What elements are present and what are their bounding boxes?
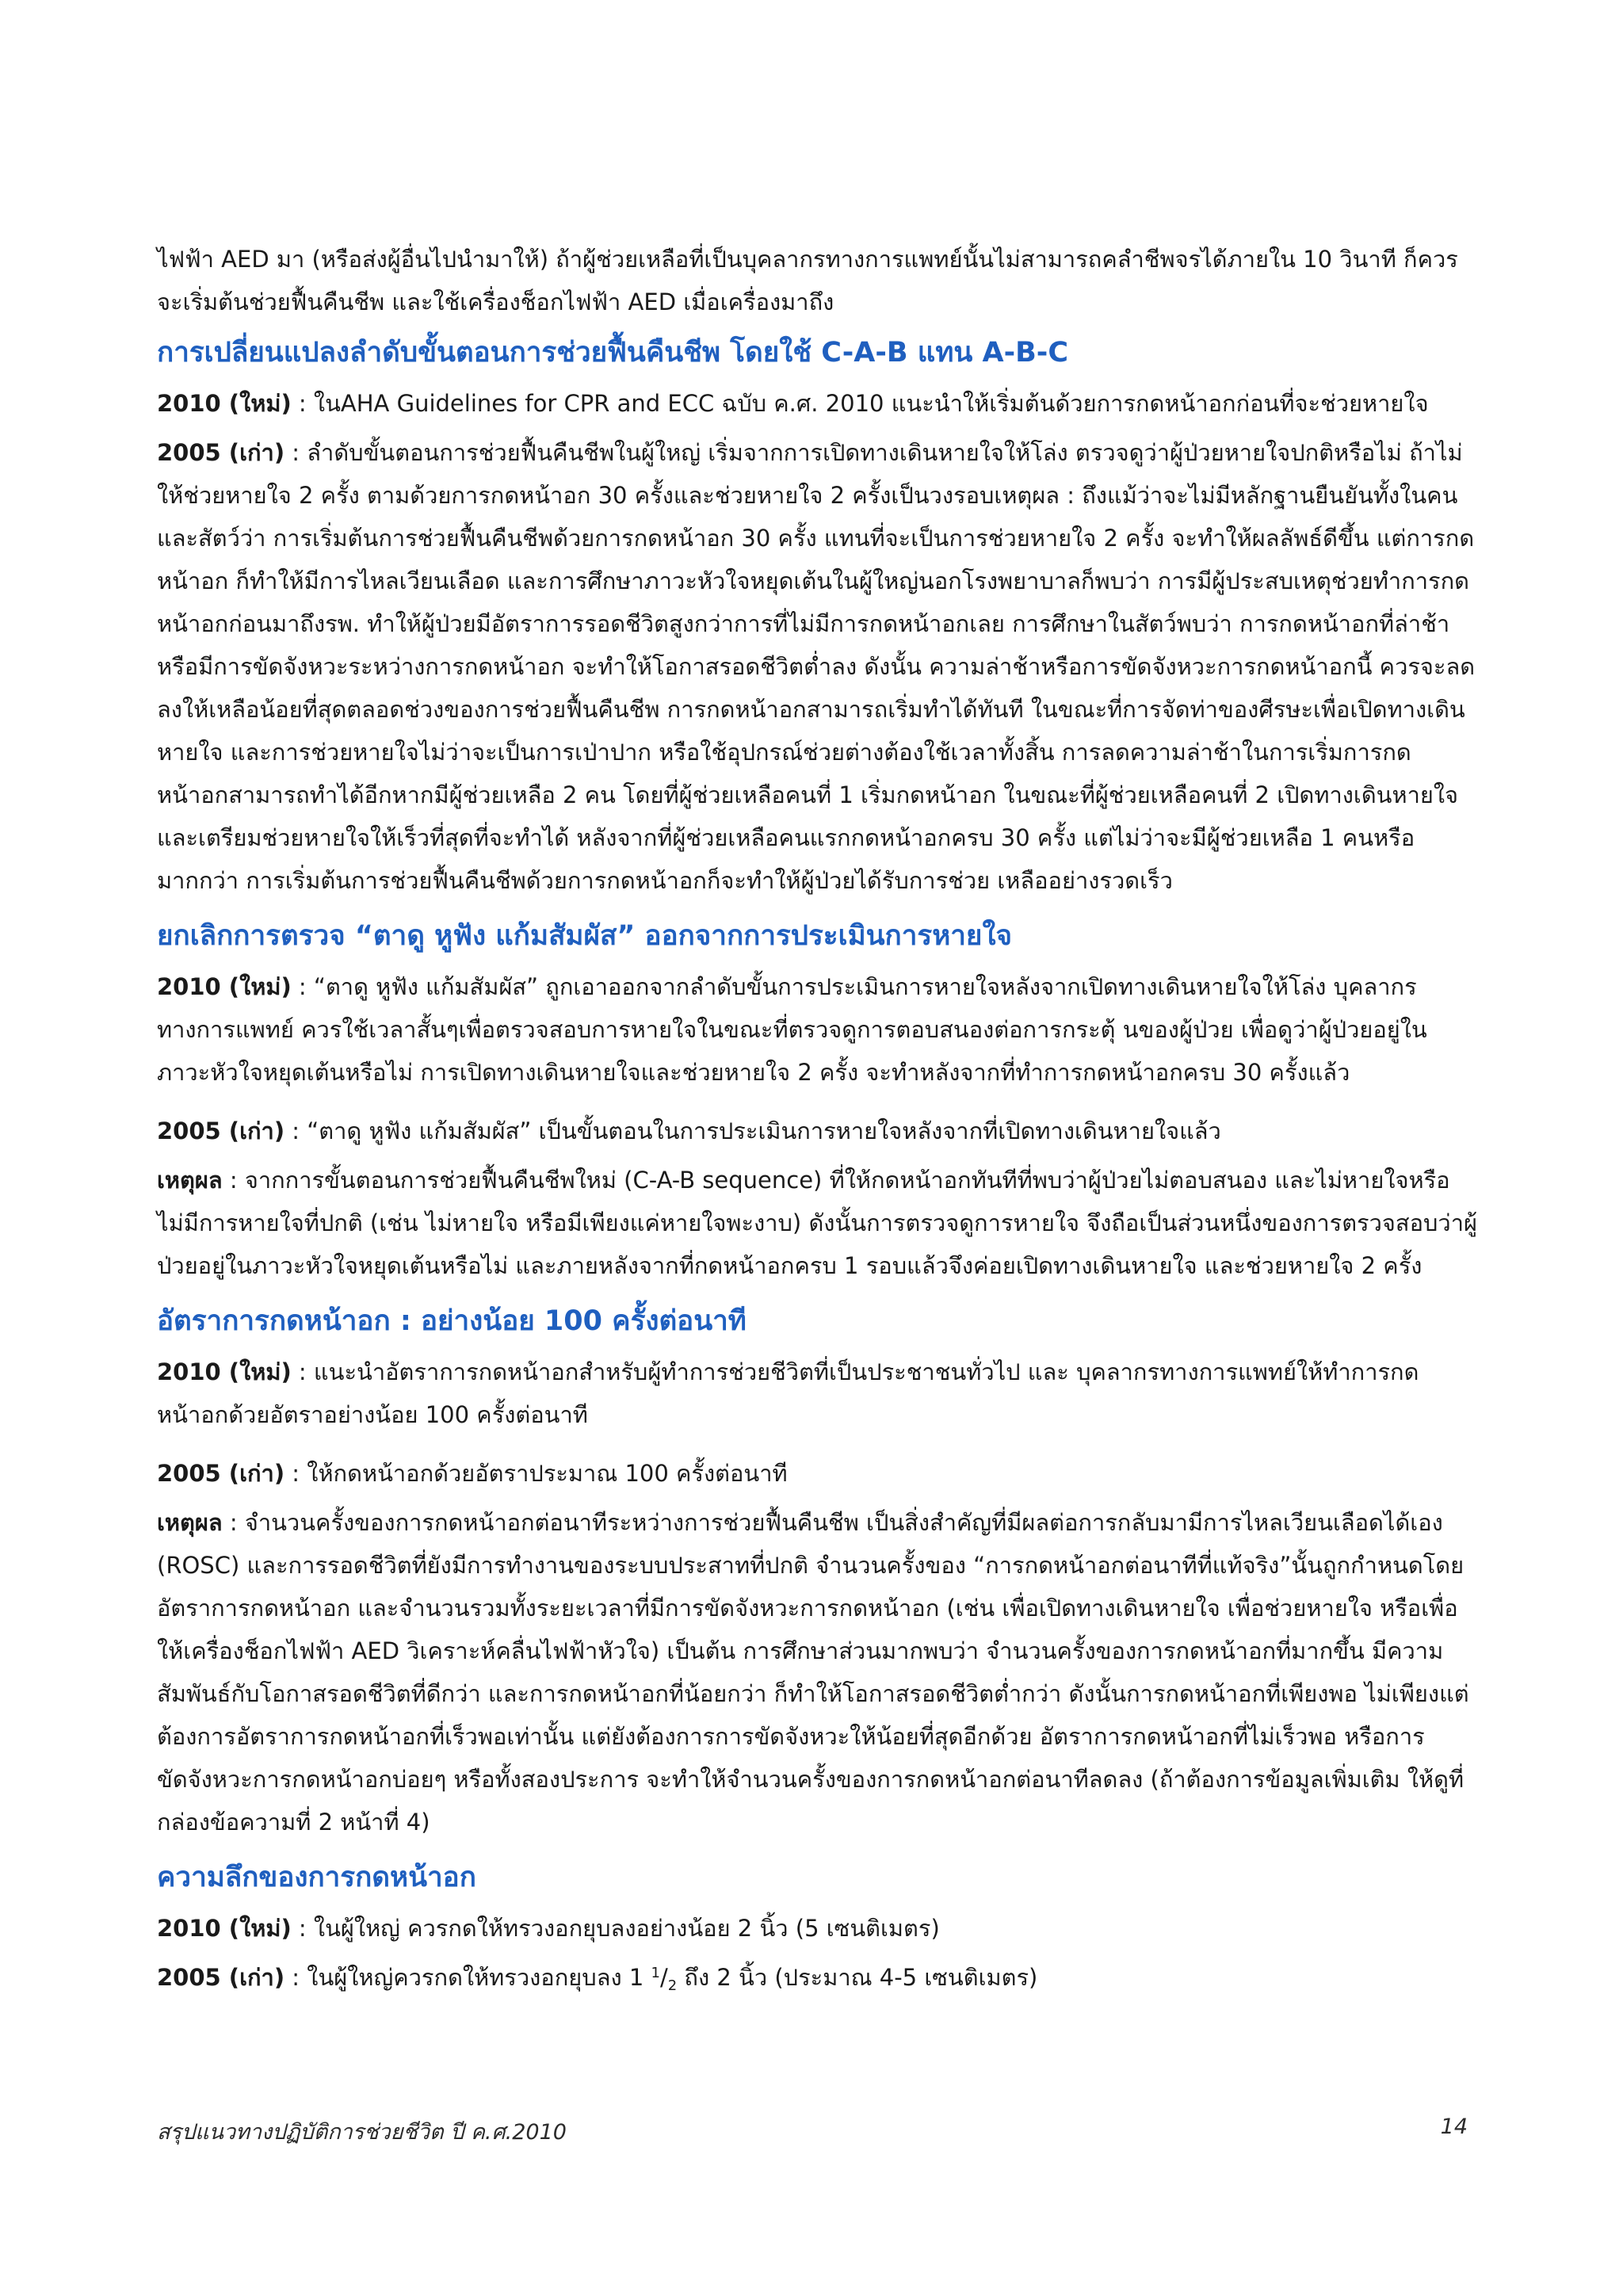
label-2005: 2005 (เก่า) bbox=[157, 1117, 285, 1144]
section-heading-compression-rate: อัตราการกดหน้าอก : อย่างน้อย 100 ครั้งต่อนาที bbox=[157, 1305, 747, 1337]
text-2010: : “ตาดู หูฟัง แก้มสัมผัส” ถูกเอาออกจากลำดับขั้นการประเมินการหายใจหลังจากเปิดทางเดินหายใจให้โล่ง บุคลากรทางการแพทย์ ควรใช้เวลาสั้นๆเพื่อตรวจสอบการหายใจในขณะที่ตรวจดูการตอบสนองต่อการกระตุ้ นของผู้ป่วย เพื่อดูว่าผู้ป่วยอยู่ในภาวะหัวใจหยุดเต้นหรือไม่ การเปิดทางเดินหายใจและช่วยหายใจ 2 ครั้ง จะทำหลังจากที่ทำการกดหน้าอกครบ 30 ครั้งแล้ว bbox=[157, 973, 1427, 1086]
label-2010: 2010 (ใหม่) bbox=[157, 390, 292, 417]
paragraph-2005-look-listen-feel bbox=[157, 1110, 1480, 1152]
text-2010: : ในAHA Guidelines for CPR and ECC ฉบับ ค.ศ. 2010 แนะนำให้เริ่มต้นด้วยการกดหน้าอกก่อนที่จะช่วยหายใจ bbox=[291, 390, 1429, 417]
label-rationale: เหตุผล bbox=[157, 1167, 223, 1194]
label-rationale: เหตุผล bbox=[157, 1509, 223, 1536]
label-2010: 2010 (ใหม่) bbox=[157, 1915, 292, 1942]
fraction-denominator: 2 bbox=[667, 1977, 678, 1994]
text-2010: : ในผู้ใหญ่ ควรกดให้ทรวงอกยุบลงอย่างน้อย 2 นิ้ว (5 เซนติเมตร) bbox=[291, 1915, 940, 1942]
label-2010: 2010 (ใหม่) bbox=[157, 973, 292, 1000]
paragraph-2010-compression-depth bbox=[157, 1907, 1480, 1950]
paragraph-rationale-look-listen-feel bbox=[157, 1159, 1480, 1287]
paragraph-2010-look-listen-feel bbox=[157, 965, 1480, 1094]
section-heading-cab: การเปลี่ยนแปลงลำดับขั้นตอนการช่วยฟื้นคืนชีพ โดยใช้ C-A-B แทน A-B-C bbox=[157, 337, 1069, 369]
paragraph-2010-cab bbox=[157, 382, 1480, 425]
fraction-slash: / bbox=[659, 1964, 668, 1991]
intro-paragraph: ไฟฟ้า AED มา (หรือส่งผู้อื่นไปนำมาให้) ถ้าผู้ช่วยเหลือที่เป็นบุคลากรทางการแพทย์นั้นไม่สามารถคลำชีพจรได้ภายใน 10 วินาที ก็ควรจะเริ่มต้นช่วยฟื้นคืนชีพ และใช้เครื่องช็อกไฟฟ้า AED เมื่อเครื่องมาถึง bbox=[157, 246, 1458, 315]
page-number: 14 bbox=[1440, 2115, 1468, 2139]
paragraph-2005-cab bbox=[157, 431, 1480, 902]
section-heading-compression-depth: ความลึกของการกดหน้าอก bbox=[157, 1862, 476, 1893]
label-2005: 2005 (เก่า) bbox=[157, 1460, 285, 1487]
paragraph-2005-compression-rate bbox=[157, 1452, 1480, 1495]
text-2005: : ให้กดหน้าอกด้วยอัตราประมาณ 100 ครั้งต่อนาที bbox=[285, 1460, 788, 1487]
fraction-numerator: 1 bbox=[651, 1965, 660, 1981]
text-2005: : “ตาดู หูฟัง แก้มสัมผัส” เป็นขั้นตอนในการประเมินการหายใจหลังจากที่เปิดทางเดินหายใจแล้ว bbox=[285, 1117, 1221, 1144]
text-2005: : ลำดับขั้นตอนการช่วยฟื้นคืนชีพในผู้ใหญ่ เริ่มจากการเปิดทางเดินหายใจให้โล่ง ตรวจดูว่าผู้ป่วยหายใจปกติหรือไม่ ถ้าไม่ ให้ช่วยหายใจ 2 ครั้ง ตามด้วยการกดหน้าอก 30 ครั้งและช่วยหายใจ 2 ครั้งเป็นวงรอบเหตุผล : ถึงแม้ว่าจะไม่มีหลักฐานยืนยันทั้งในคนและสัตว์ว่า การเริ่มต้นการช่วยฟื้นคืนชีพด้วยการกดหน้าอก 30 ครั้ง แทนที่จะเป็นการช่วยหายใจ 2 ครั้ง จะทำให้ผลลัพธ์ดีขึ้น แต่การกดหน้าอก ก็ทำให้มีการไหลเวียนเลือด และการศึกษาภาวะหัวใจหยุดเต้นในผู้ใหญ่นอกโรงพยาบาลก็พบว่า การมีผู้ประสบเหตุช่วยทำการกดหน้าอกก่อนมาถึงรพ. ทำให้ผู้ป่วยมีอัตราการรอดชีวิตสูงกว่าการที่ไม่มีการกดหน้าอกเลย การศึกษาในสัตว์พบว่า การกดหน้าอกที่ล่าช้า หรือมีการขัดจังหวะระหว่างการกดหน้าอก จะทำให้โอกาสรอดชีวิตต่ำลง ดังนั้น ความล่าช้าหรือการขัดจังหวะการกดหน้าอกนี้ ควรจะลดลงให้เหลือน้อยที่สุดตลอดช่วงของการช่วยฟื้นคืนชีพ การกดหน้าอกสามารถเริ่มทำได้ทันที ในขณะที่การจัดท่าของศีรษะเพื่อเปิดทางเดินหายใจ และการช่วยหายใจไม่ว่าจะเป็นการเป่าปาก หรือใช้อุปกรณ์ช่วยต่างต้องใช้เวลาทั้งสิ้น การลดความล่าช้าในการเริ่มการกดหน้าอกสามารถทำได้อีกหากมีผู้ช่วยเหลือ 2 คน โดยที่ผู้ช่วยเหลือคนที่ 1 เริ่มกดหน้าอก ในขณะที่ผู้ช่วยเหลือคนที่ 2 เปิดทางเดินหายใจ และเตรียมช่วยหายใจให้เร็วที่สุดที่จะทำได้ หลังจากที่ผู้ช่วยเหลือคนแรกกดหน้าอกครบ 30 ครั้ง แต่ไม่ว่าจะมีผู้ช่วยเหลือ 1 คนหรือมากกว่า การเริ่มต้นการช่วยฟื้นคืนชีพด้วยการกดหน้าอกก็จะทำให้ผู้ป่วยได้รับการช่วย เหลืออย่างรวดเร็ว bbox=[157, 439, 1476, 894]
text-2005-a: : ในผู้ใหญ่ควรกดให้ทรวงอกยุบลง 1 bbox=[285, 1964, 651, 1991]
text-rationale: : จำนวนครั้งของการกดหน้าอกต่อนาทีระหว่างการช่วยฟื้นคืนชีพ เป็นสิ่งสำคัญที่มีผลต่อการกลับมามีการไหลเวียนเลือดได้เอง (ROSC) และการรอดชีวิตที่ยังมีการทำงานของระบบประสาทที่ปกติ จำนวนครั้งของ “การกดหน้าอกต่อนาทีที่แท้จริง”นั้นถูกกำหนดโดย อัตราการกดหน้าอก และจำนวนรวมทั้งระยะเวลาที่มีการขัดจังหวะการกดหน้าอก (เช่น เพื่อเปิดทางเดินหายใจ เพื่อช่วยหายใจ หรือเพื่อให้เครื่องช็อกไฟฟ้า AED วิเคราะห์คลื่นไฟฟ้าหัวใจ) เป็นต้น การศึกษาส่วนมากพบว่า จำนวนครั้งของการกดหน้าอกที่มากขึ้น มีความสัมพันธ์กับโอกาสรอดชีวิตที่ดีกว่า และการกดหน้าอกที่น้อยกว่า ก็ทำให้โอกาสรอดชีวิตต่ำกว่า ดังนั้นการกดหน้าอกที่เพียงพอ ไม่เพียงแต่ต้องการอัตราการกดหน้าอกที่เร็วพอเท่านั้น แต่ยังต้องการการขัดจังหวะให้น้อยที่สุดอีกด้วย อัตราการกดหน้าอกที่ไม่เร็วพอ หรือการขัดจังหวะการกดหน้าอกบ่อยๆ หรือทั้งสองประการ จะทำให้จำนวนครั้งของการกดหน้าอกต่อนาทีลดลง (ถ้าต้องการข้อมูลเพิ่มเติม ให้ดูที่กล่องข้อความที่ 2 หน้าที่ 4) bbox=[157, 1509, 1469, 1836]
label-2010: 2010 (ใหม่) bbox=[157, 1358, 292, 1385]
text-rationale: : จากการขั้นตอนการช่วยฟื้นคืนชีพใหม่ (C-A-B sequence) ที่ให้กดหน้าอกทันทีที่พบว่าผู้ป่วยไม่ตอบสนอง และไม่หายใจหรือไม่มีการหายใจที่ปกติ (เช่น ไม่หายใจ หรือมีเพียงแค่หายใจพะงาบ) ดังนั้นการตรวจดูการหายใจ จึงถือเป็นส่วนหนึ่งของการตรวจสอบว่าผู้ป่วยอยู่ในภาวะหัวใจหยุดเต้นหรือไม่ และภายหลังจากที่กดหน้าอกครบ 1 รอบแล้วจึงค่อยเปิดทางเดินหายใจ และช่วยหายใจ 2 ครั้ง bbox=[157, 1167, 1477, 1279]
paragraph-rationale-compression-rate bbox=[157, 1501, 1480, 1843]
page-footer bbox=[157, 2115, 1468, 2149]
section-heading-look-listen-feel: ยกเลิกการตรวจ “ตาดู หูฟัง แก้มสัมผัส” ออกจากการประเมินการหายใจ bbox=[157, 920, 1013, 952]
label-2005: 2005 (เก่า) bbox=[157, 1964, 285, 1991]
paragraph-2005-compression-depth bbox=[157, 1956, 1480, 1999]
paragraph-2010-compression-rate bbox=[157, 1350, 1480, 1436]
text-2005-b: ถึง 2 นิ้ว (ประมาณ 4-5 เซนติเมตร) bbox=[677, 1964, 1038, 1991]
footer-title: สรุปแนวทางปฏิบัติการช่วยชีวิต ปี ค.ศ.2010 bbox=[157, 2120, 567, 2145]
text-2010: : แนะนำอัตราการกดหน้าอกสำหรับผู้ทำการช่วยชีวิตที่เป็นประชาชนทั่วไป และ บุคลากรทางการแพทย์ให้ทำการกดหน้าอกด้วยอัตราอย่างน้อย 100 ครั้งต่อนาที bbox=[157, 1358, 1419, 1428]
label-2005: 2005 (เก่า) bbox=[157, 439, 285, 466]
